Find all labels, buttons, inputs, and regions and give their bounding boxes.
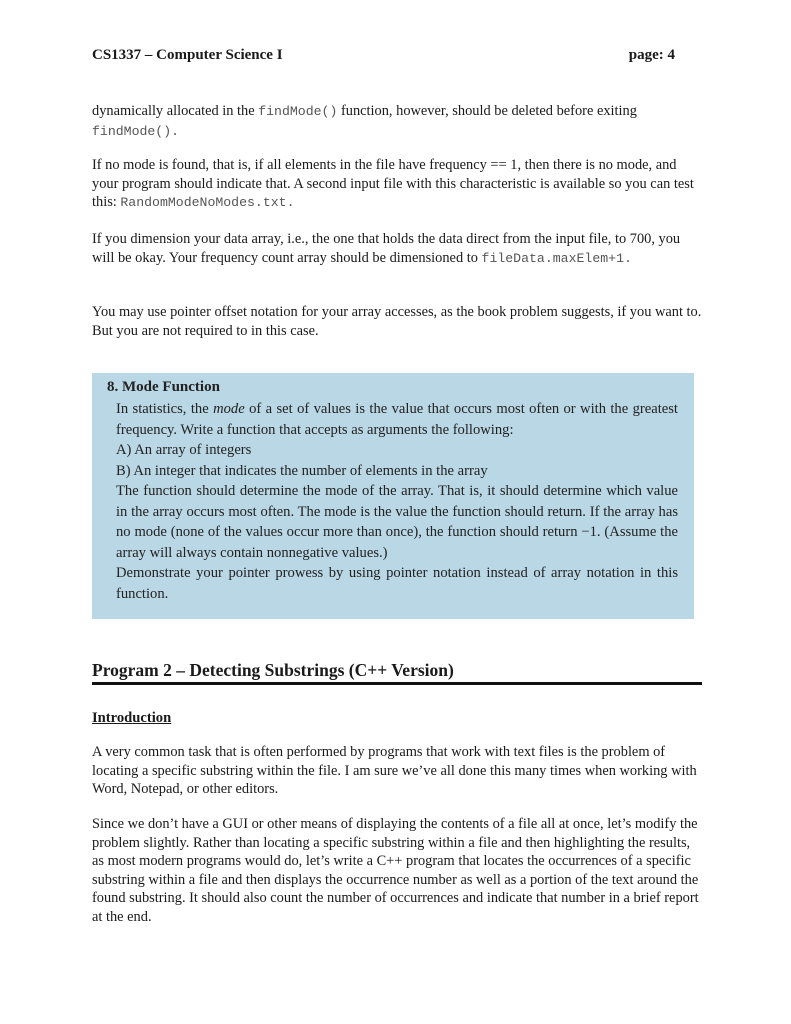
book-excerpt-title: 8. Mode Function bbox=[107, 379, 220, 395]
text: In statistics, the bbox=[116, 401, 214, 417]
text: of a set of values is the value that occurs most often or with the greatest frequency. Write a function that accepts as arguments the following: bbox=[116, 401, 678, 438]
subheading-introduction: Introduction bbox=[92, 710, 172, 726]
text: dynamically allocated in the bbox=[92, 103, 259, 119]
book-paragraph: The function should determine the mode of the array. That is, it should determine which value in the array occurs most often. The mode is the value the function should return. If the array has no mode (none of the values occur more than once), the function should return −1. (Assume the array will always contain nonnegative values.) bbox=[116, 483, 678, 561]
section-title: Program 2 – Detecting Substrings (C++ Version) bbox=[92, 660, 454, 680]
course-header: CS1337 – Computer Science I bbox=[92, 47, 283, 63]
book-excerpt-content bbox=[116, 399, 678, 604]
section-divider bbox=[92, 682, 702, 685]
paragraph-problem: Since we don’t have a GUI or other means of displaying the contents of a file all at once, let’s modify the problem slightly. Rather than locating a specific substring within a file and then highlighting the results, as most modern programs would do, let’s write a C++ program that locates the occurrences of a specific substring within a file and then displays the occurrence number as well as a portion of the text around the found substring. It should also count the number of occurrences and indicate that number in a brief report at the end. bbox=[92, 816, 699, 925]
paragraph-pointer-notation: You may use pointer offset notation for your array accesses, as the book problem suggests, if you want to. But you are not required to in this case. bbox=[92, 304, 702, 339]
book-excerpt-box bbox=[92, 373, 694, 619]
paragraph-findmode-cleanup bbox=[92, 102, 704, 141]
page-number: page: 4 bbox=[628, 47, 675, 63]
list-item: B) An integer that indicates the number of elements in the array bbox=[116, 462, 488, 479]
text: If you dimension your data array, i.e., the one that holds the data direct from the input file, to 700, you will be okay. Your frequency count array should be dimensioned to bbox=[92, 231, 681, 266]
text: function, however, should be deleted before exiting bbox=[337, 103, 637, 119]
paragraph-intro: A very common task that is often performed by programs that work with text files is the problem of locating a specific substring within the file. I am sure we’ve all done this many times when working with Word, Notepad, or other editors. bbox=[92, 744, 697, 797]
code-filename: RandomModeNoModes.txt. bbox=[120, 195, 295, 210]
paragraph-no-mode bbox=[92, 156, 704, 213]
code-findmode: findMode() bbox=[258, 104, 338, 119]
code-findmode-end: findMode(). bbox=[92, 123, 180, 139]
code-maxelem: fileData.maxElem+1. bbox=[481, 250, 632, 266]
paragraph-array-dimension bbox=[92, 230, 704, 268]
text: If no mode is found, that is, if all elements in the file have frequency == 1, then there is no mode, and your program should indicate that. A second input file with this characteristic is available so you can test this: bbox=[92, 157, 694, 210]
list-item: A) An array of integers bbox=[116, 442, 252, 458]
book-paragraph: Demonstrate your pointer prowess by using pointer notation instead of array notation in this function. bbox=[116, 565, 678, 602]
emphasis-mode: mode bbox=[213, 401, 245, 417]
